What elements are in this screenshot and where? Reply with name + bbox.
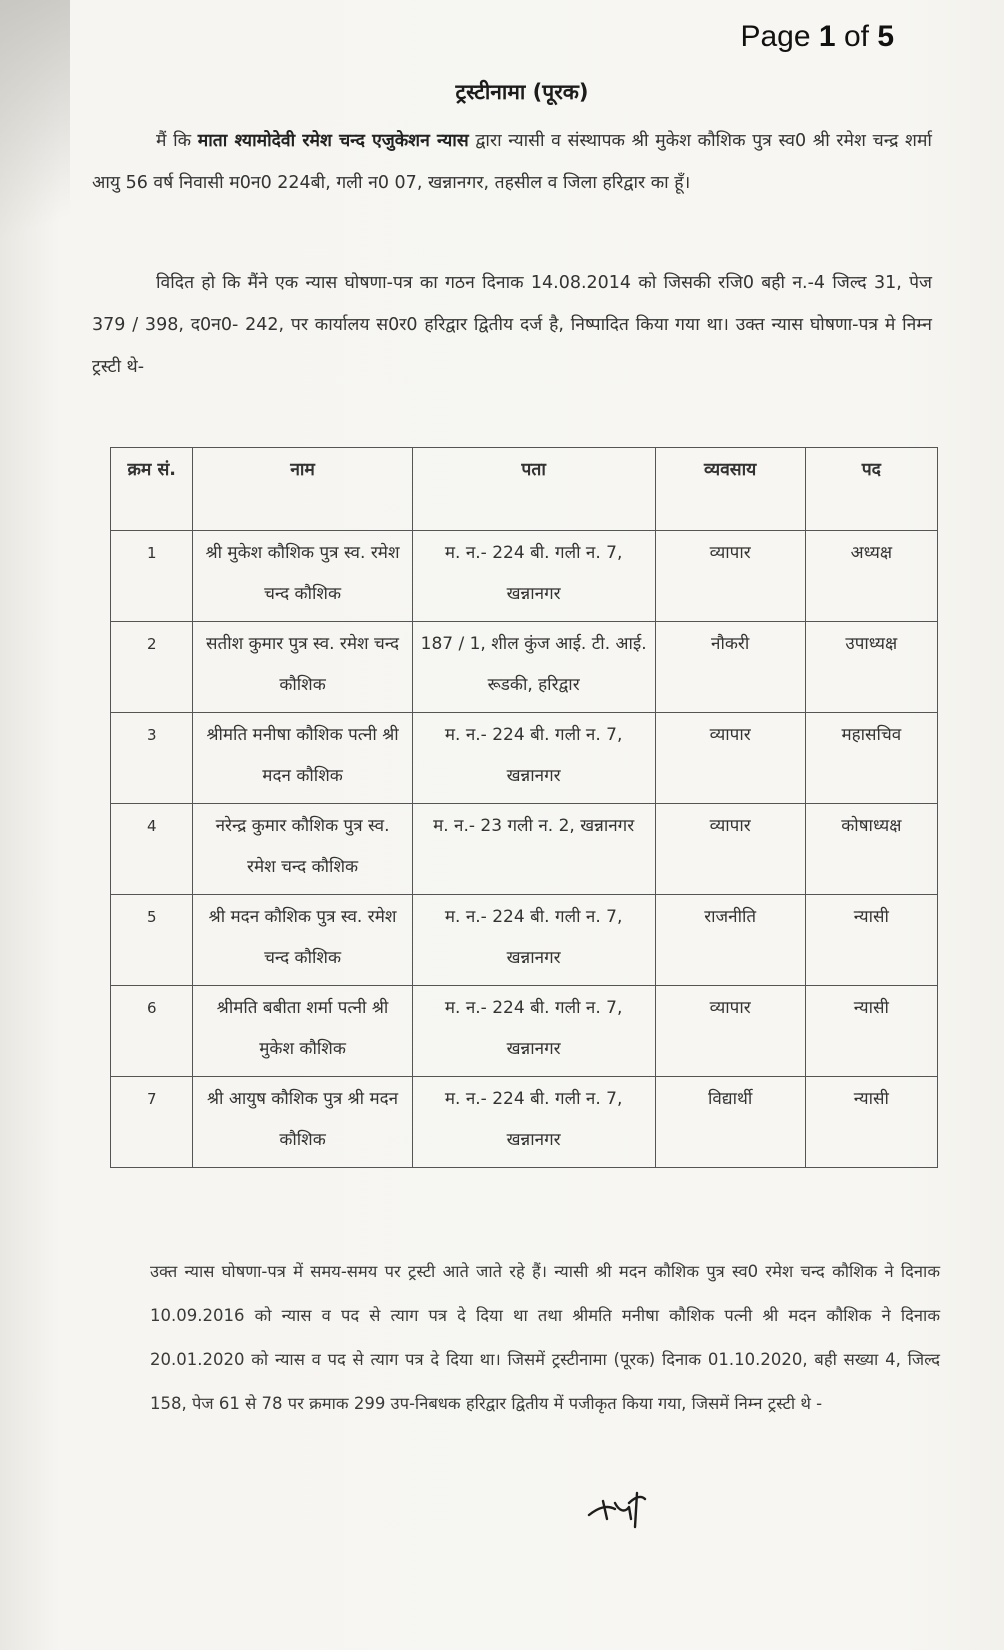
page-edge-shadow	[0, 0, 70, 320]
cell-address: म. न.- 224 बी. गली न. 7, खन्नानगर	[412, 895, 655, 986]
cell-name: श्रीमति बबीता शर्मा पत्नी श्री मुकेश कौशिक	[193, 986, 412, 1077]
page-number-sep: of	[843, 20, 869, 53]
cell-post: न्यासी	[805, 895, 937, 986]
cell-serial: 1	[111, 531, 193, 622]
table-row	[111, 713, 938, 804]
page-number-total: 5	[877, 20, 894, 53]
cell-occupation: व्यापार	[655, 804, 805, 895]
table-row	[111, 622, 938, 713]
cell-name: सतीश कुमार पुत्र स्व. रमेश चन्द कौशिक	[193, 622, 412, 713]
table-row	[111, 1077, 938, 1168]
cell-address: म. न.- 224 बी. गली न. 7, खन्नानगर	[412, 531, 655, 622]
page-number-current: 1	[818, 20, 836, 53]
page-number-prefix: Page	[740, 20, 811, 53]
trustees-table	[110, 447, 938, 1168]
cell-occupation: राजनीति	[655, 895, 805, 986]
cell-post: कोषाध्यक्ष	[805, 804, 937, 895]
cell-name: श्री मदन कौशिक पुत्र स्व. रमेश चन्द कौशिक	[193, 895, 412, 986]
table-row	[111, 986, 938, 1077]
table-row	[111, 895, 938, 986]
cell-serial: 3	[111, 713, 193, 804]
cell-name: श्री आयुष कौशिक पुत्र श्री मदन कौशिक	[193, 1077, 412, 1168]
cell-post: न्यासी	[805, 986, 937, 1077]
cell-serial: 4	[111, 804, 193, 895]
header-serial: क्रम सं.	[111, 448, 193, 531]
cell-post: उपाध्यक्ष	[805, 622, 937, 713]
cell-occupation: व्यापार	[655, 531, 805, 622]
table-row	[111, 804, 938, 895]
intro-paragraph	[92, 120, 932, 204]
header-name: नाम	[193, 448, 412, 531]
page-number	[740, 20, 894, 54]
signature-icon	[585, 1485, 655, 1531]
table-row	[111, 531, 938, 622]
declaration-paragraph: विदित हो कि मैंने एक न्यास घोषणा-पत्र का गठन दिनाक 14.08.2014 को जिसकी रजि0 बही न.-4 जिल्द 31, पेज 379 / 398, द0न0- 242, पर कार्यालय स0र0 हरिद्वार द्वितीय दर्ज है, निष्पादित किया गया था। उक्त न्यास घोषणा-पत्र मे निम्न ट्रस्टी थे-	[92, 273, 932, 377]
cell-post: महासचिव	[805, 713, 937, 804]
cell-occupation: विद्यार्थी	[655, 1077, 805, 1168]
cell-serial: 6	[111, 986, 193, 1077]
header-post: पद	[805, 448, 937, 531]
cell-address: म. न.- 23 गली न. 2, खन्नानगर	[412, 804, 655, 895]
cell-address: म. न.- 224 बी. गली न. 7, खन्नानगर	[412, 1077, 655, 1168]
cell-serial: 5	[111, 895, 193, 986]
header-address: पता	[412, 448, 655, 531]
cell-occupation: व्यापार	[655, 713, 805, 804]
cell-serial: 2	[111, 622, 193, 713]
intro-post: द्वारा न्यासी व संस्थापक श्री मुकेश कौशिक पुत्र स्व0 श्री रमेश चन्द्र शर्मा आयु 56 वर्ष निवासी म0न0 224बी, गली न0 07, खन्नानगर, तहसील व जिला हरिद्वार का हूँ।	[92, 131, 932, 193]
cell-address: म. न.- 224 बी. गली न. 7, खन्नानगर	[412, 713, 655, 804]
intro-pre: मैं कि	[156, 131, 192, 151]
cell-occupation: नौकरी	[655, 622, 805, 713]
cell-occupation: व्यापार	[655, 986, 805, 1077]
cell-serial: 7	[111, 1077, 193, 1168]
cell-name: श्रीमति मनीषा कौशिक पत्नी श्री मदन कौशिक	[193, 713, 412, 804]
cell-address: म. न.- 224 बी. गली न. 7, खन्नानगर	[412, 986, 655, 1077]
cell-name: नरेन्द्र कुमार कौशिक पुत्र स्व. रमेश चन्द कौशिक	[193, 804, 412, 895]
trust-name: माता श्यामोदेवी रमेश चन्द एजुकेशन न्यास	[197, 131, 469, 151]
table-header-row	[111, 448, 938, 531]
header-occupation: व्यवसाय	[655, 448, 805, 531]
cell-post: अध्यक्ष	[805, 531, 937, 622]
document-title: ट्रस्टीनामा (पूरक)	[455, 80, 589, 104]
cell-address: 187 / 1, शील कुंज आई. टी. आई. रूडकी, हरिद्वार	[412, 622, 655, 713]
closing-paragraph: उक्त न्यास घोषणा-पत्र में समय-समय पर ट्रस्टी आते जाते रहे हैं। न्यासी श्री मदन कौशिक पुत्र स्व0 रमेश चन्द कौशिक ने दिनाक 10.09.2016 को न्यास व पद से त्याग पत्र दे दिया था तथा श्रीमति मनीषा कौशिक पत्नी श्री मदन कौशिक ने दिनाक 20.01.2020 को न्यास व पद से त्याग पत्र दे दिया था। जिसमें ट्रस्टीनामा (पूरक) दिनाक 01.10.2020, बही सख्या 4, जिल्द 158, पेज 61 से 78 पर क्रमाक 299 उप-निबधक हरिद्वार द्वितीय में पजीकृत किया गया, जिसमें निम्न ट्रस्टी थे -	[150, 1262, 940, 1413]
cell-name: श्री मुकेश कौशिक पुत्र स्व. रमेश चन्द कौशिक	[193, 531, 412, 622]
cell-post: न्यासी	[805, 1077, 937, 1168]
